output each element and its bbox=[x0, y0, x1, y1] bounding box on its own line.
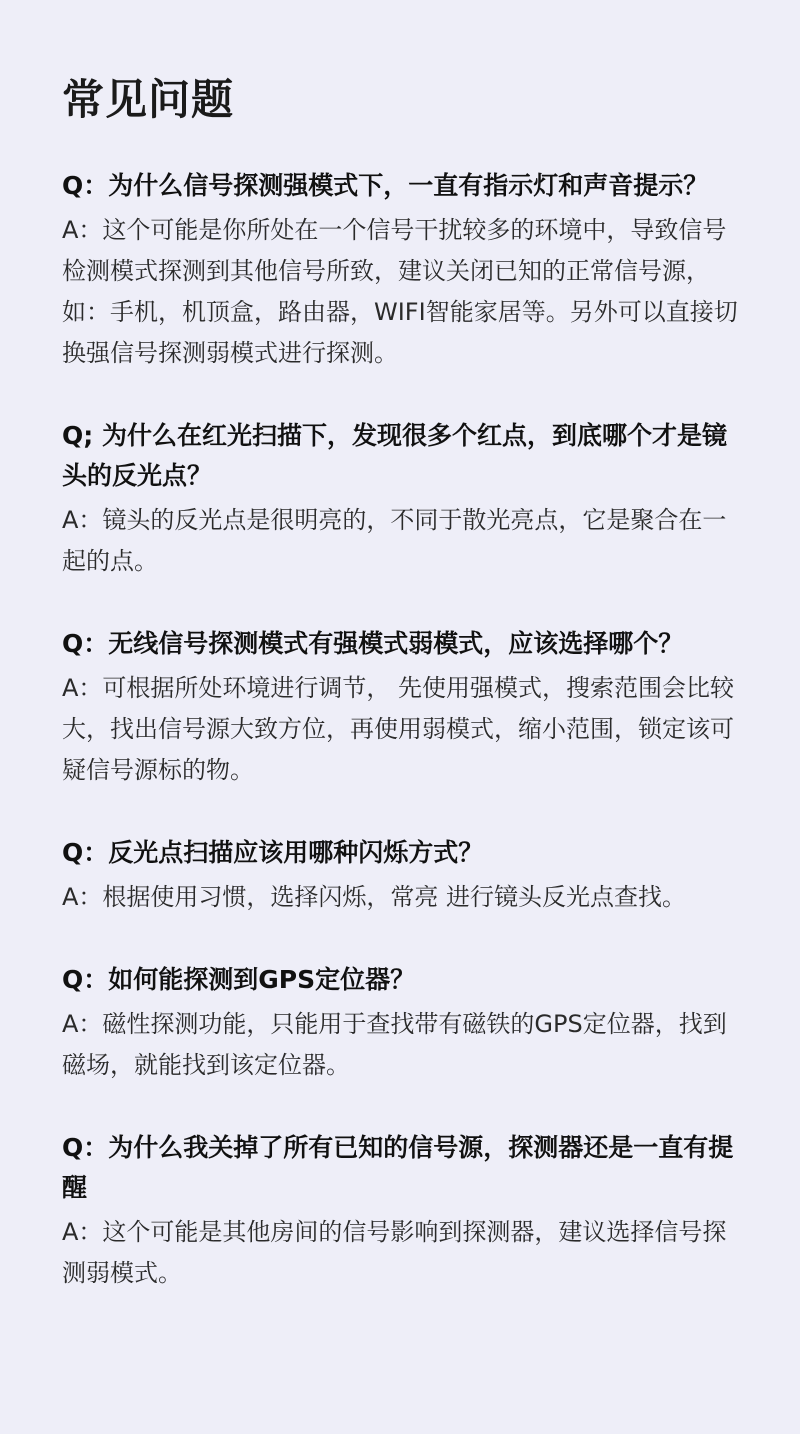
faq-answer: A：磁性探测功能，只能用于查找带有磁铁的GPS定位器，找到磁场，就能找到该定位器。 bbox=[62, 1010, 727, 1079]
faq-item-6 bbox=[62, 1128, 738, 1294]
faq-answer: A：根据使用习惯，选择闪烁，常亮 进行镜头反光点查找。 bbox=[62, 883, 687, 911]
faq-question: Q：如何能探测到GPS定位器？ bbox=[62, 965, 416, 994]
faq-answer: A：镜头的反光点是很明亮的，不同于散光亮点，它是聚合在一起的点。 bbox=[62, 506, 727, 575]
faq-item-5 bbox=[62, 960, 738, 1086]
faq-answer: A：可根据所处环境进行调节， 先使用强模式，搜索范围会比较大，找出信号源大致方位，再使用弱模式，缩小范围，锁定该可疑信号源标的物。 bbox=[62, 674, 735, 784]
faq-question: Q：反光点扫描应该用哪种闪烁方式？ bbox=[62, 838, 484, 867]
faq-question: Q：为什么我关掉了所有已知的信号源，探测器还是一直有提醒 bbox=[62, 1133, 734, 1202]
faq-item-1 bbox=[62, 166, 738, 374]
faq-question: Q：无线信号探测模式有强模式弱模式，应该选择哪个？ bbox=[62, 629, 684, 658]
faq-question: Q; 为什么在红光扫描下，发现很多个红点，到底哪个才是镜头的反光点？ bbox=[62, 421, 727, 490]
faq-question: Q：为什么信号探测强模式下，一直有指示灯和声音提示？ bbox=[62, 171, 709, 200]
faq-item-4 bbox=[62, 833, 738, 918]
faq-item-3 bbox=[62, 624, 738, 791]
faq-answer: A：这个可能是你所处在一个信号干扰较多的环境中，导致信号检测模式探测到其他信号所致，建议关闭已知的正常信号源，如：手机，机顶盒，路由器，WIFI智能家居等。另外可以直接切换强信号探测弱模式进行探测。 bbox=[62, 216, 738, 367]
faq-item-2 bbox=[62, 416, 738, 582]
faq-answer: A：这个可能是其他房间的信号影响到探测器，建议选择信号探测弱模式。 bbox=[62, 1218, 727, 1287]
page-title: 常见问题 bbox=[62, 75, 235, 124]
